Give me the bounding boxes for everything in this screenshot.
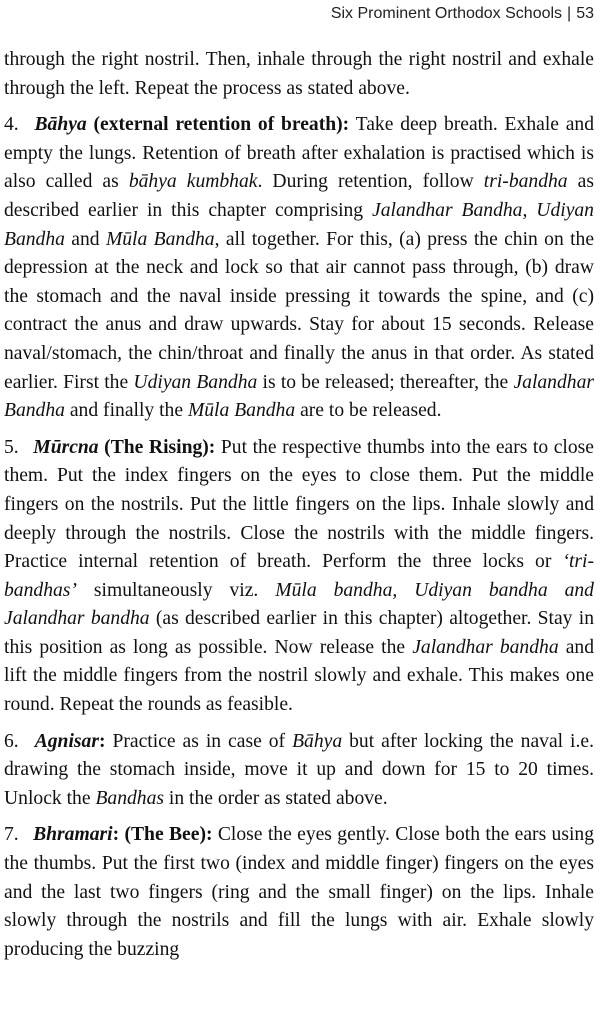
term-colon: : bbox=[98, 730, 106, 752]
term-colon: : bbox=[112, 824, 120, 846]
item-number: 7. bbox=[4, 824, 19, 846]
term-definition: (The Bee): bbox=[124, 824, 213, 846]
body-text: Practice as in case of bbox=[112, 730, 286, 752]
body-text: (as described earlier in this chapter) altogether. Stay in this position as long as possible. Now release the bbox=[4, 608, 594, 658]
italic-term: Jalandhar Bandha, Udiyan Bandha bbox=[4, 199, 594, 250]
paragraph-agnisar bbox=[4, 728, 594, 814]
body-text: is to be released; thereafter, the bbox=[262, 371, 509, 393]
item-number: 6. bbox=[4, 730, 19, 752]
item-number: 4. bbox=[4, 114, 19, 136]
italic-term: bāhya kumbhak bbox=[128, 171, 258, 193]
italic-term: Bandhas bbox=[95, 787, 165, 809]
italic-term: ‘tri-bandhas’ bbox=[4, 551, 594, 601]
running-header bbox=[331, 0, 594, 32]
term-heading: Bāhya bbox=[34, 114, 87, 136]
body-text: . During retention, follow bbox=[257, 171, 474, 193]
body-text: and bbox=[71, 228, 100, 250]
body-text: are to be released. bbox=[300, 400, 442, 422]
body-text: Take deep breath. Exhale and empty the lungs. Retention of breath after exhalation is practised which is also called as bbox=[4, 114, 595, 193]
term-definition: (external retention of breath): bbox=[93, 114, 350, 136]
italic-term: tri-bandha bbox=[483, 171, 568, 193]
body-text: and finally the bbox=[69, 400, 184, 422]
item-number: 5. bbox=[4, 436, 19, 458]
paragraph-murcna bbox=[4, 434, 594, 720]
italic-term: Jalandhar bandha bbox=[412, 636, 559, 658]
italic-term: Jalandhar Bandha bbox=[4, 371, 594, 422]
term-heading: Agnisar bbox=[34, 730, 99, 752]
body-text: and lift the middle fingers from the nostril slowly and exhale. This makes one round. Repeat the rounds as feasible. bbox=[4, 636, 595, 716]
page-body bbox=[4, 46, 594, 972]
italic-term: Bāhya bbox=[292, 730, 343, 752]
body-text: Close the eyes gently. Close both the ears using the thumbs. Put the first two (index and middle finger) fingers on the eyes and the last two fingers (ring and the small finger) on the lips. Inhale slowly through the nostrils and fill the lungs with air. Exhale slowly producing the buzzing bbox=[4, 824, 595, 960]
italic-term: Mūla Bandha bbox=[187, 400, 296, 422]
paragraph-bahya bbox=[4, 111, 594, 426]
body-text: but after locking the naval i.e. drawing the stomach inside, move it up and down for 15 to 20 times. Unlock the bbox=[4, 730, 594, 809]
italic-term: Mūla bandha, Udiyan bandha and Jalandhar bandha bbox=[4, 579, 594, 630]
italic-term: Udiyan Bandha bbox=[133, 371, 258, 393]
body-text: in the order as stated above. bbox=[168, 787, 388, 809]
body-text: , all together. For this, (a) press the chin on the depression at the neck and lock so that air cannot pass through, (b) draw the stomach and the naval inside pressing it towards the spine, and (c) contract the anus and draw upwards. Stay for about 15 seconds. Release naval/stomach, the chin/throat and finally the anus in that order. As stated earlier. First the bbox=[4, 228, 595, 393]
body-text: as described earlier in this chapter comprising bbox=[4, 171, 594, 221]
italic-term: Mūla Bandha bbox=[105, 228, 215, 250]
continuation-paragraph: through the right nostril. Then, inhale through the right nostril and exhale through the left. Repeat the process as stated above. bbox=[4, 49, 594, 99]
term-heading: Mūrcna bbox=[33, 436, 99, 458]
term-heading: Bhramari bbox=[33, 824, 113, 846]
paragraph-bhramari bbox=[4, 821, 594, 964]
body-text: simultaneously viz. bbox=[93, 579, 259, 601]
page-number: 53 bbox=[576, 5, 594, 22]
chapter-title: Six Prominent Orthodox Schools bbox=[330, 5, 563, 22]
term-definition: (The Rising): bbox=[104, 436, 216, 458]
header-separator: | bbox=[567, 5, 572, 22]
body-text: Put the respective thumbs into the ears to close them. Put the index fingers on the eyes to close them. Put the middle fingers on the nostrils. Put the little fingers on the lips. Inhale slowly and deeply through the nostrils. Close the nostrils with the middle fingers. Practice internal retention of breath. Perform the three locks or bbox=[4, 436, 594, 573]
